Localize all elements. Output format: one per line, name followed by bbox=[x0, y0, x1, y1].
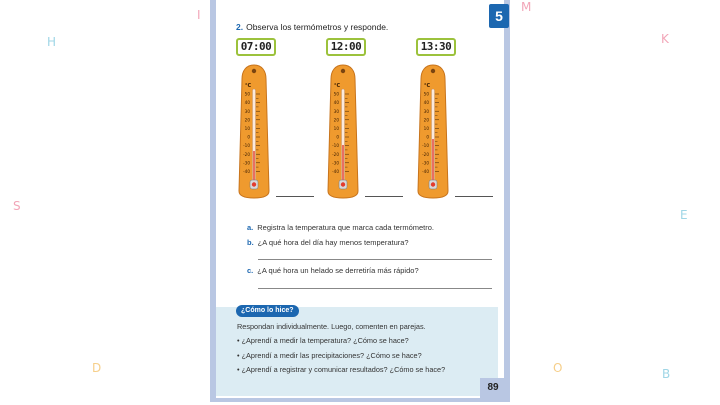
tick-label: 10 bbox=[244, 126, 250, 131]
tick-label: -30 bbox=[422, 160, 429, 166]
tick-label: -10 bbox=[243, 143, 250, 149]
tick-label: 10 bbox=[333, 126, 339, 131]
tick-label: 0 bbox=[336, 134, 339, 140]
tick-label: 30 bbox=[333, 108, 339, 114]
question-title bbox=[236, 22, 388, 32]
tick-label: -20 bbox=[332, 151, 339, 157]
unit-label: °C bbox=[424, 83, 431, 89]
tick-label: -40 bbox=[422, 169, 429, 174]
decor-letter-b: B bbox=[662, 367, 671, 381]
sub-question-c bbox=[247, 266, 419, 275]
answer-line-c[interactable] bbox=[258, 288, 492, 289]
answer-line-thermometer-2[interactable] bbox=[365, 196, 403, 197]
tick-label: 20 bbox=[333, 117, 339, 123]
sub-question-letter: b. bbox=[247, 238, 254, 247]
tick-label: 50 bbox=[423, 91, 429, 97]
tick-label: -10 bbox=[332, 143, 339, 149]
hanging-hole bbox=[341, 69, 345, 73]
tick-label: -20 bbox=[422, 151, 429, 157]
tick-label: -30 bbox=[332, 160, 339, 166]
decor-letter-k: K bbox=[661, 32, 669, 46]
mercury-bulb bbox=[431, 182, 435, 186]
self-assessment-intro: Respondan individualmente. Luego, comenten en parejas. bbox=[237, 322, 426, 331]
tick-label: -40 bbox=[332, 169, 339, 174]
tick-label: -20 bbox=[243, 151, 250, 157]
question-text: Observa los termómetros y responde. bbox=[246, 22, 389, 32]
thermometer-2 bbox=[325, 63, 361, 199]
sub-question-a bbox=[247, 223, 434, 232]
mercury-column bbox=[342, 145, 343, 181]
digital-clock-1: 07:00 bbox=[236, 38, 276, 56]
decor-letter-i: I bbox=[197, 8, 201, 22]
thermometer-1 bbox=[236, 63, 272, 199]
decor-letter-h: H bbox=[47, 35, 57, 49]
decor-letter-e: E bbox=[680, 208, 688, 222]
tick-label: 10 bbox=[423, 126, 429, 131]
answer-line-b[interactable] bbox=[258, 259, 492, 260]
unit-badge: 5 bbox=[489, 4, 509, 28]
answer-line-thermometer-3[interactable] bbox=[455, 196, 493, 197]
tick-label: 0 bbox=[426, 134, 429, 140]
unit-label: °C bbox=[245, 83, 252, 89]
decor-letter-m: M bbox=[521, 0, 532, 14]
decor-letter-s: S bbox=[13, 199, 21, 213]
mercury-column bbox=[432, 139, 433, 181]
unit-label: °C bbox=[334, 83, 341, 89]
sub-question-letter: a. bbox=[247, 223, 254, 232]
mercury-column bbox=[253, 151, 254, 181]
tick-label: -10 bbox=[422, 143, 429, 149]
question-number: 2. bbox=[236, 22, 244, 32]
tick-label: -40 bbox=[243, 169, 250, 174]
tick-label: 30 bbox=[423, 108, 429, 114]
self-assessment-bullet: • ¿Aprendí a registrar y comunicar resultados? ¿Cómo se hace? bbox=[237, 365, 446, 374]
mercury-bulb bbox=[341, 182, 345, 186]
tick-label: 50 bbox=[333, 91, 339, 97]
decor-letter-d: D bbox=[92, 361, 102, 375]
sub-question-letter: c. bbox=[247, 266, 254, 275]
tick-label: 0 bbox=[247, 134, 250, 140]
tick-label: 40 bbox=[423, 100, 429, 106]
decor-letter-o: O bbox=[553, 361, 563, 375]
sub-question-b bbox=[247, 238, 409, 247]
tick-label: 40 bbox=[333, 100, 339, 106]
self-assessment-tag: ¿Cómo lo hice? bbox=[236, 305, 299, 317]
sub-question-text: ¿A qué hora un helado se derretiría más rápido? bbox=[257, 266, 419, 275]
tick-label: 30 bbox=[244, 108, 250, 114]
tick-label: -30 bbox=[243, 160, 250, 166]
thermometer-3 bbox=[415, 63, 451, 199]
answer-line-thermometer-1[interactable] bbox=[276, 196, 314, 197]
tick-label: 50 bbox=[244, 91, 250, 97]
page-number: 89 bbox=[480, 378, 506, 398]
sub-question-text: Registra la temperatura que marca cada termómetro. bbox=[257, 223, 435, 232]
self-assessment-bullet: • ¿Aprendí a medir las precipitaciones? ¿Cómo se hace? bbox=[237, 351, 422, 360]
digital-clock-3: 13:30 bbox=[416, 38, 456, 56]
tick-label: 20 bbox=[423, 117, 429, 123]
hanging-hole bbox=[252, 69, 256, 73]
mercury-bulb bbox=[252, 182, 256, 186]
sub-question-text: ¿A qué hora del día hay menos temperatura? bbox=[257, 238, 409, 247]
digital-clock-2: 12:00 bbox=[326, 38, 366, 56]
tick-label: 20 bbox=[244, 117, 250, 123]
tick-label: 40 bbox=[244, 100, 250, 106]
self-assessment-bullet: • ¿Aprendí a medir la temperatura? ¿Cómo se hace? bbox=[237, 336, 409, 345]
hanging-hole bbox=[431, 69, 435, 73]
